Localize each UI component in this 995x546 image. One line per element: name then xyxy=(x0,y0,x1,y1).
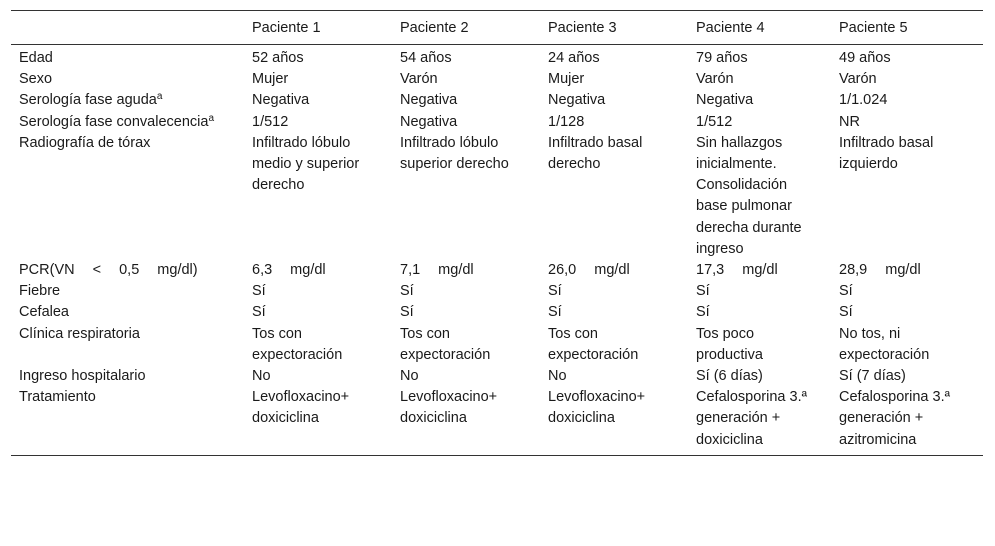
table-cell: Levofloxacino+ doxiciclina xyxy=(244,387,392,455)
row-label: Clínica respiratoria xyxy=(19,325,140,342)
table-cell: Sí xyxy=(400,304,414,321)
table-cell: 17,3 mg/dl xyxy=(696,262,778,279)
table-cell: No tos, ni expectoración xyxy=(839,325,930,363)
table-cell: Levofloxacino+ doxiciclina xyxy=(392,387,540,455)
patients-table xyxy=(11,10,983,456)
table-cell: Sí xyxy=(548,304,562,321)
table-cell: 6,3 mg/dl xyxy=(252,262,326,279)
row-radiografia xyxy=(11,133,983,260)
table-cell: Varón xyxy=(696,71,734,88)
table-cell: Tos con expectoración xyxy=(548,325,639,363)
header-paciente-1: Paciente 1 xyxy=(244,11,392,45)
table-cell: Infiltrado lóbulo superior derecho xyxy=(400,134,509,173)
row-label-text: Serología fase aguda xyxy=(19,92,157,109)
table-cell: Sí xyxy=(839,304,853,321)
row-serologia-aguda xyxy=(11,90,983,111)
table-cell: Sí xyxy=(400,283,414,300)
header-paciente-3: Paciente 3 xyxy=(540,11,688,45)
header-paciente-4: Paciente 4 xyxy=(688,11,831,45)
table-cell: Sí (7 días) xyxy=(839,368,906,385)
row-label: Radiografía de tórax xyxy=(19,134,151,151)
table-cell: Levofloxacino+ doxiciclina xyxy=(540,387,688,455)
row-sexo xyxy=(11,69,983,90)
table-cell: No xyxy=(548,368,567,385)
table-cell: Cefalosporina 3.ª generación + azitromicina xyxy=(831,387,983,455)
table-cell: 24 años xyxy=(548,50,600,66)
table-cell: Negativa xyxy=(696,92,754,109)
table-cell: 79 años xyxy=(696,50,748,66)
table-cell: No xyxy=(400,368,419,385)
table-cell: Tos con expectoración xyxy=(252,325,343,363)
footnote-marker: a xyxy=(156,91,163,103)
table-cell: 26,0 mg/dl xyxy=(548,262,630,279)
table-cell: 1/1.024 xyxy=(839,92,888,109)
row-serologia-convalecencia xyxy=(11,112,983,133)
row-edad xyxy=(11,45,983,70)
header-cell-empty xyxy=(11,11,244,45)
table-cell: 1/512 xyxy=(696,113,733,130)
table-cell: 49 años xyxy=(839,50,891,66)
header-paciente-5: Paciente 5 xyxy=(831,11,983,45)
table-cell: NR xyxy=(839,113,860,130)
table-cell: 7,1 mg/dl xyxy=(400,262,474,279)
table-cell: Sí xyxy=(696,304,710,321)
row-ingreso-hospitalario xyxy=(11,366,983,387)
table-cell: Varón xyxy=(839,71,877,88)
table-cell: Negativa xyxy=(400,92,458,109)
table-cell: 54 años xyxy=(400,50,452,66)
table-cell: No xyxy=(252,368,271,385)
table-cell: 28,9 mg/dl xyxy=(839,262,921,279)
table-cell: Mujer xyxy=(548,71,585,88)
row-tratamiento xyxy=(11,387,983,455)
row-label-text: Serología fase convalecencia xyxy=(19,113,209,130)
table-cell: Negativa xyxy=(252,92,310,109)
patients-table-container xyxy=(11,10,983,456)
table-cell: Sin hallazgos inicialmente. Consolidación base pulmonar derecha durante ingreso xyxy=(696,134,802,257)
table-cell: Mujer xyxy=(252,71,289,88)
row-cefalea xyxy=(11,302,983,323)
row-label: Cefalea xyxy=(19,304,69,321)
table-cell: Sí xyxy=(696,283,710,300)
table-cell: Tos con expectoración xyxy=(400,325,491,363)
table-cell: Negativa xyxy=(548,92,606,109)
table-cell: Cefalosporina 3.ª generación + doxiciclina xyxy=(688,387,831,455)
table-cell: Tos poco productiva xyxy=(696,325,763,363)
table-cell: Sí (6 días) xyxy=(696,368,763,385)
table-cell: Sí xyxy=(252,304,266,321)
row-label: PCR(VN < 0,5 mg/dl) xyxy=(19,262,198,279)
table-cell: Sí xyxy=(252,283,266,300)
row-clinica-respiratoria xyxy=(11,324,983,366)
table-cell: Varón xyxy=(400,71,438,88)
row-label: Ingreso hospitalario xyxy=(19,368,146,385)
table-cell: 52 años xyxy=(252,50,304,66)
table-cell: Sí xyxy=(839,283,853,300)
table-cell: Sí xyxy=(548,283,562,300)
row-pcr xyxy=(11,260,983,281)
row-label: Edad xyxy=(19,50,53,66)
table-cell: 1/512 xyxy=(252,113,289,130)
row-fiebre xyxy=(11,281,983,302)
row-label: Sexo xyxy=(19,71,53,88)
table-cell: Infiltrado basal derecho xyxy=(548,134,643,173)
row-label: Fiebre xyxy=(19,283,61,300)
table-header-row xyxy=(11,11,983,45)
table-cell: Infiltrado lóbulo medio y superior derecho xyxy=(252,134,360,194)
header-paciente-2: Paciente 2 xyxy=(392,11,540,45)
row-label xyxy=(11,112,244,133)
table-cell: Negativa xyxy=(400,113,458,130)
table-cell: 1/128 xyxy=(548,113,585,130)
footnote-marker: a xyxy=(208,112,214,124)
table-cell: Infiltrado basal izquierdo xyxy=(839,134,934,173)
row-label xyxy=(11,90,244,111)
row-label: Tratamiento xyxy=(11,387,244,455)
